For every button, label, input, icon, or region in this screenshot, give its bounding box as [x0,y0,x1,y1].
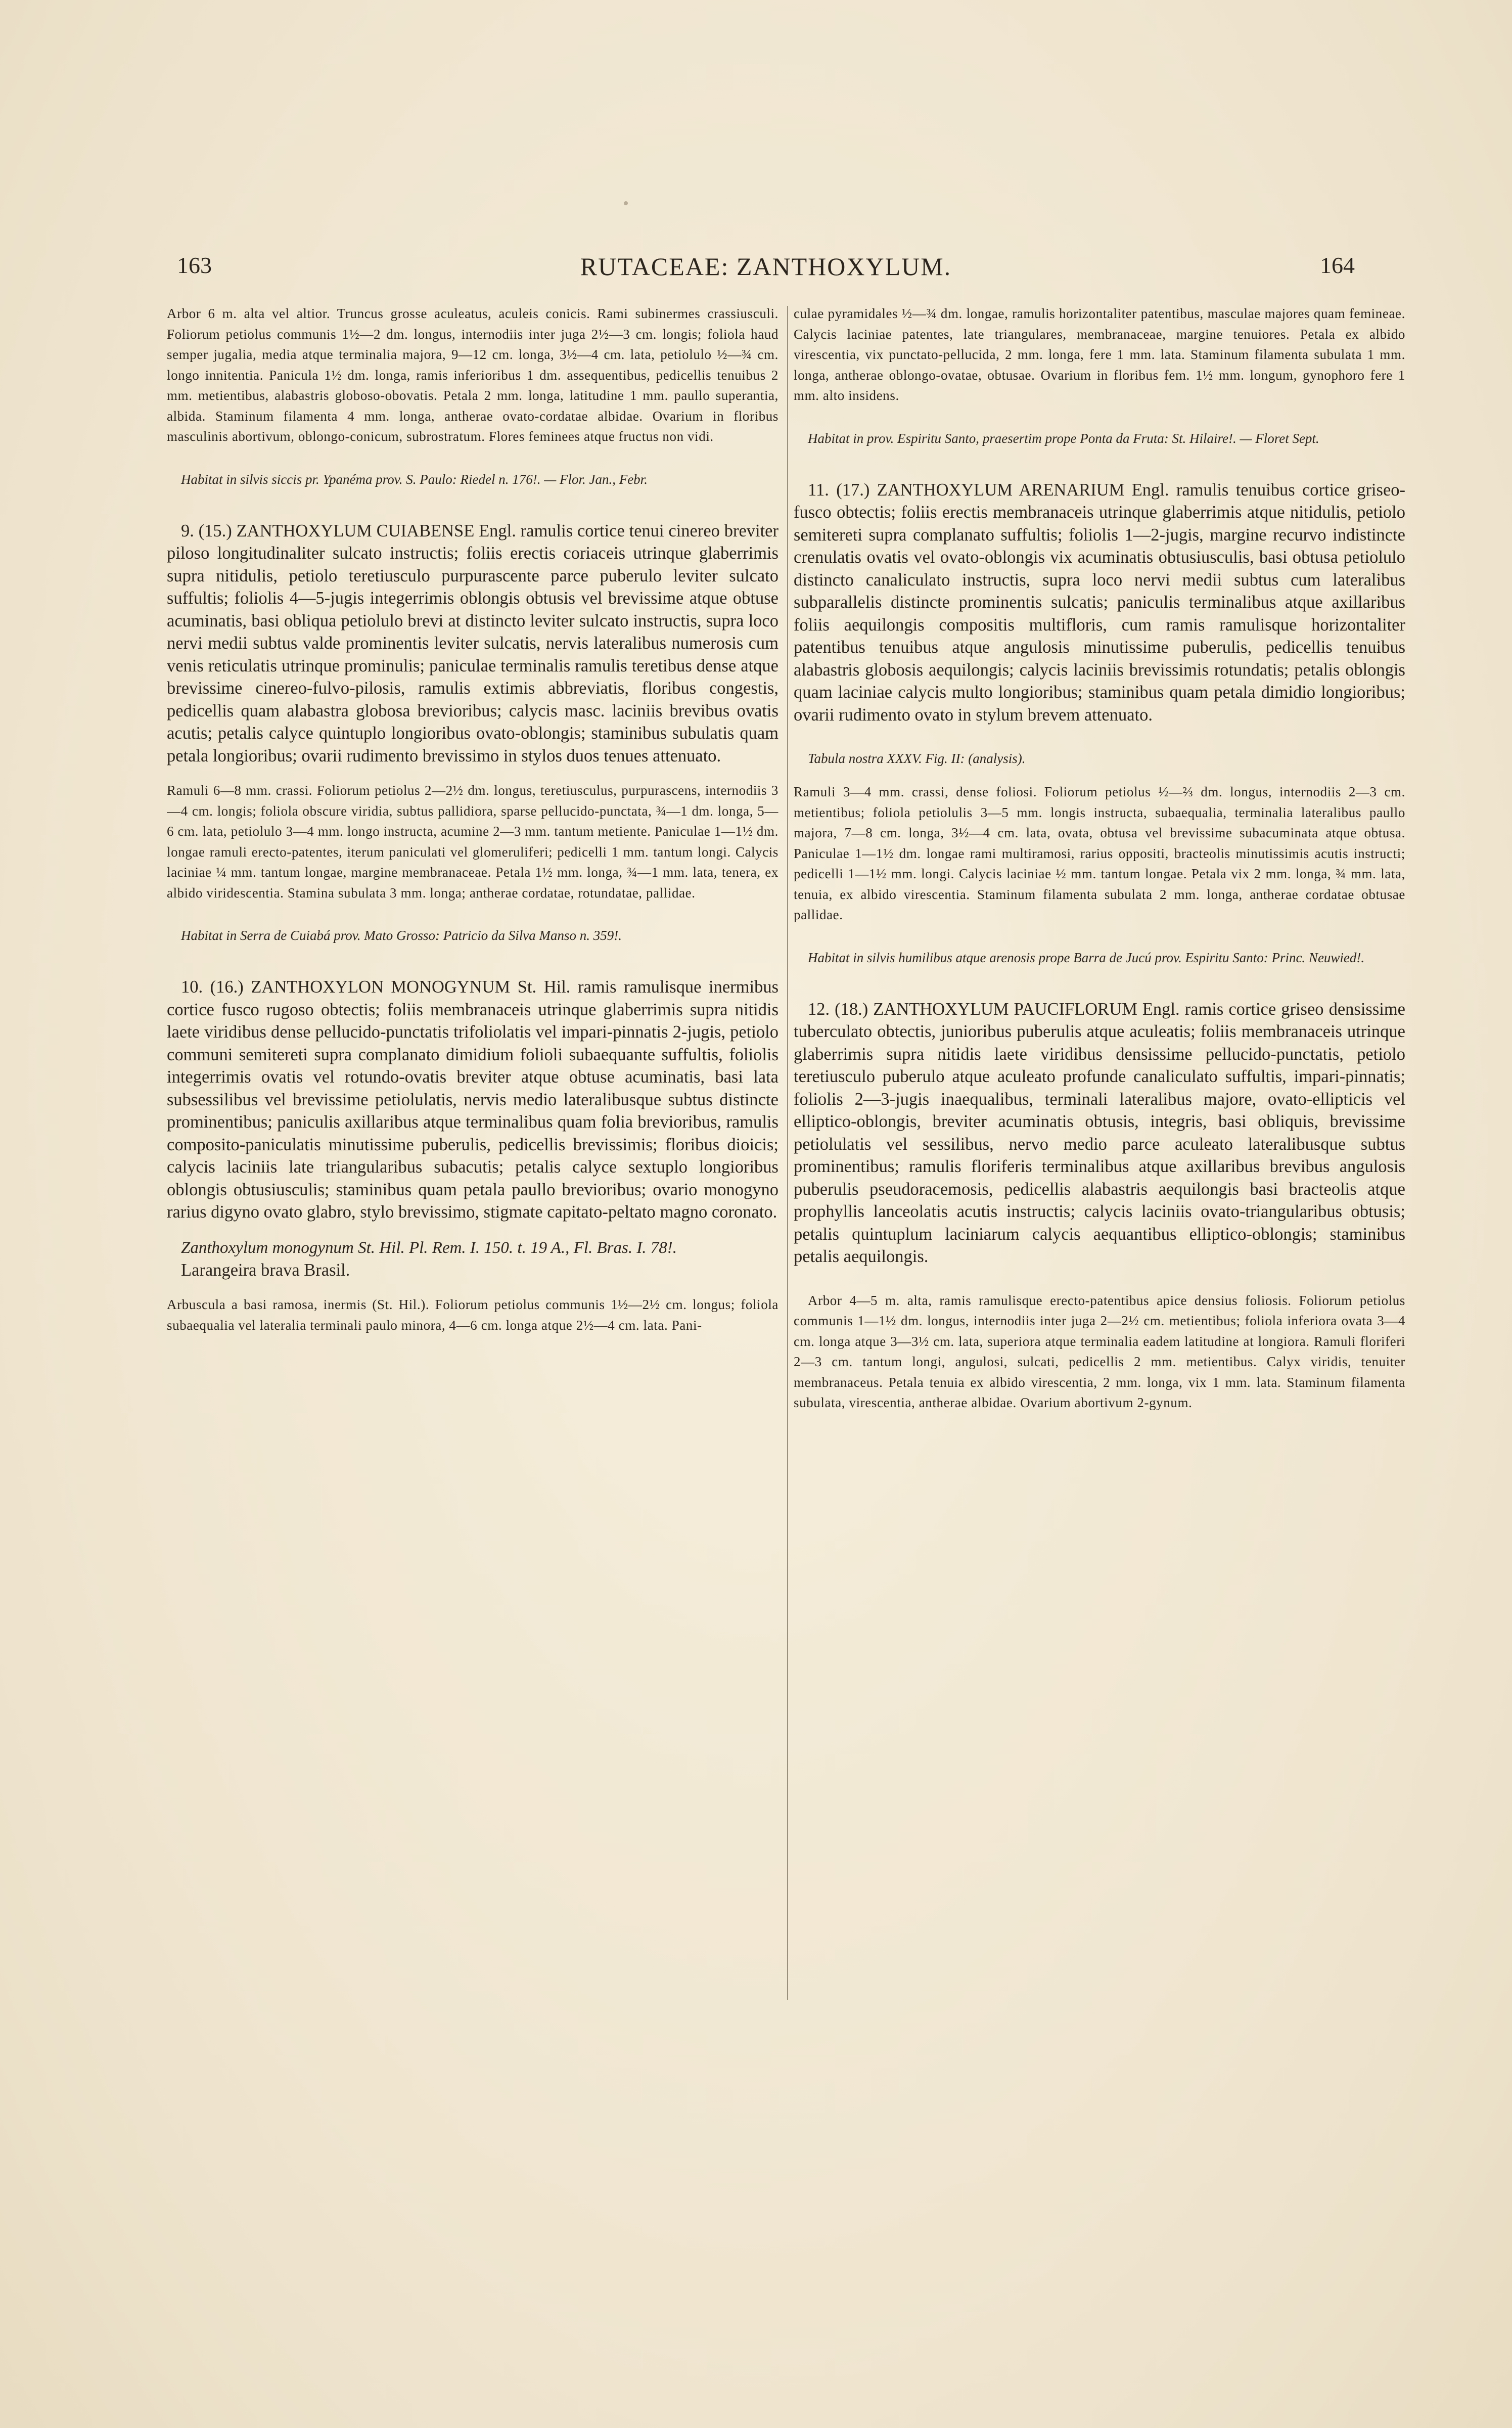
running-title: RUTACEAE: ZANTHOXYLUM. [580,252,952,281]
vernacular-name: Larangeira brava Brasil. [181,1260,350,1280]
species-diagnosis: 11. (17.) ZANTHOXYLUM ARENARIUM Engl. ramulis tenuibus cortice griseo-fusco obtectis; foliis erectis membranaceis utrinque glaberrimis atque nitidulis, petiolo semitereti supra complanato suffultis; foliolis 1—2-jugis, margine recurvo indistincte crenulatis ovatis vel ovato-oblongis vix acuminatis obtusiusculis, basi obtusa petiolulo distincto canaliculato instructis, supra loco nervi medii subtus cum lateralibus subparallelis distincte prominentis sulcatis; paniculis terminalibus atque axillaribus foliis aequilongis compositis multifloris, cum ramis ramulisque horizontaliter patentibus tenuibus atque angulosis minutissime puberulis, pedicellis tenuibus alabastris globosis aequilongis; calycis laciniis brevissimis rotundatis; petalis oblongis quam laciniae calycis multo longioribus; staminibus quam petala dimidio longioribus; ovarii rudimento ovato in stylum brevem attenuato. [794,480,1405,725]
page-number-left: 163 [177,252,212,278]
right-column [794,303,1405,2002]
page-number-right: 164 [1320,252,1355,278]
column-rule [787,306,788,2000]
description-paragraph: Arbor 6 m. alta vel altior. Truncus grosse aculeatus, aculeis conicis. Rami subinermes crassiusculi. Foliorum petiolus communis 1½—2 dm. longus, internodiis inter juga 2½—3 cm. longis; foliola haud semper jugalia, media atque terminalia majora, 9—12 cm. longa, 3½—4 cm. lata, petiolulo ½—¾ cm. longo innitentia. Panicula 1½ dm. longa, ramis inferioribus 1 dm. assequentibus, pedicellis tenuibus 2 mm. metientibus, alabastris globoso-obovatis. Petala 2 mm. longa, latitudine 1 mm. paullo superantia, albida. Staminum filamenta 4 mm. longa, antherae ovato-cordatae albidae. Ovarium in floribus masculinis abortivum, oblongo-conicum, subrostratum. Flores feminees atque fructus non vidi. [167,306,778,444]
habitat-note: Habitat in silvis humilibus atque arenosis prope Barra de Jucú prov. Espiritu Santo: Princ. Neuwied!. [808,950,1365,965]
description-paragraph: culae pyramidales ½—¾ dm. longae, ramulis horizontaliter patentibus, masculae majores quam femineae. Calycis laciniae patentes, late triangulares, membranaceae, margine tenuiores. Petala ex albido virescentia, vix punctato-pellucida, 2 mm. longa, fere 1 mm. lata. Staminum filamenta subulata 1 mm. longa, antherae oblongo-ovatae, obtusae. Ovarium in floribus fem. 1½ mm. longum, gynophoro fere 1 mm. alto insidens. [794,306,1405,403]
description-paragraph: Ramuli 6—8 mm. crassi. Foliorum petiolus 2—2½ dm. longus, teretiusculus, purpurascens, internodiis 3—4 cm. longis; foliola obscure viridia, subtus pallidiora, sparse pellucido-punctata, ¾—1 dm. longa, 5—6 cm. lata, petiolulo 3—4 mm. longo instructa, acumine 2—3 mm. tantum metiente. Paniculae 1—1½ dm. longae ramuli erecto-patentes, iterum paniculati vel glomeruliferi; pedicelli 1 mm. tantum longi. Calycis laciniae ¼ mm. tantum longae, margine membranaceae. Petala 1½ mm. longa, ¾—1 mm. lata, tenera, ex albido viridescentia. Stamina subulata 3 mm. longa; antherae cordatae, rotundatae, pallidae. [167,783,778,901]
description-paragraph: Arbor 4—5 m. alta, ramis ramulisque erecto-patentibus apice densius foliosis. Foliorum petiolus communis 1—1½ dm. longus, internodiis inter juga 2—2½ cm. metientibus; foliola inferiora ovata 3—4 cm. longa atque 3—3½ cm. lata, superiora atque terminalia eadem latitudine at longiora. Ramuli floriferi 2—3 cm. tantum longi, angulosi, sulcati, pedicellis 2 mm. metientibus. Calyx viridis, tenuiter membranaceus. Petala tenuia ex albido virescentia, 2 mm. longa, vix 1 mm. lata. Staminum filamenta subulata, virescentia, antherae albidae. Ovarium abortivum 2-gynum. [794,1292,1405,1410]
paper-speck [624,201,628,205]
habitat-note: Habitat in silvis siccis pr. Ypanéma prov. S. Paulo: Riedel n. 176!. — Flor. Jan., Febr. [181,471,648,487]
habitat-note: Habitat in Serra de Cuiabá prov. Mato Grosso: Patricio da Silva Manso n. 359!. [181,928,622,943]
left-column [167,303,778,2002]
habitat-note: Habitat in prov. Espiritu Santo, praesertim prope Ponta da Fruta: St. Hilaire!. — Floret Sept. [808,430,1319,446]
species-diagnosis: 10. (16.) ZANTHOXYLON MONOGYNUM St. Hil. ramis ramulisque inermibus cortice fusco rugoso obtectis; foliis membranaceis utrinque glaberrimis supra nitidis laete viridibus dense pellucido-punctatis trifoliolatis vel impari-pinnatis 2-jugis, petiolo communi semitereti supra complanato dimidium folioli subaequante suffultis, foliolis integerrimis ovatis vel rotundo-ovatis breviter atque obtuse acuminatis, basi lata subsessilibus vel brevissime petiolulatis, nervis medio lateralibusque subtus distincte prominentibus; paniculis axillaribus atque terminalibus quam folia brevioribus, ramulis composito-paniculatis minutissime puberulis, pedicellis brevissimis; floribus dioicis; calycis laciniis late triangularibus subacutis; petalis calyce sextuplo longioribus oblongis obtusiusculis; staminibus quam petala paullo brevioribus; ovario monogyno rarius digyno ovato glabro, stylo brevissimo, stigmate capitato-peltato magno coronato. [167,977,778,1222]
species-diagnosis: 12. (18.) ZANTHOXYLUM PAUCIFLORUM Engl. ramis cortice griseo densissime tuberculato obtectis, junioribus puberulis atque aculeatis; foliis membranaceis utrinque glaberrimis supra nitidis laete viridibus densissime pellucido-punctatis, petiolo teretiusculo puberulo atque aculeato profunde canaliculato suffultis, impari-pinnatis; foliolis 2—3-jugis inaequalibus, terminali lateralibus majore, ovato-ellipticis vel elliptico-oblongis, breviter acuminatis obtusis, integris, basi obliquis, brevissime petiolulatis vel sessilibus, nervo medio parce aculeato lateralibusque subtus prominentibus; ramulis floriferis terminalibus atque axillaribus brevibus angulosis puberulis pseudoracemosis, pedicellis alabastris aequilongis basi bracteolis atque prophyllis lanceolatis acutis instructis; calycis laciniis ovato-triangularibus obtusis; petalis quintuplum laciniarum calycis aequantibus elliptico-oblongis; staminibus petalis aequilongis. [794,999,1405,1266]
description-paragraph: Arbuscula a basi ramosa, inermis (St. Hil.). Foliorum petiolus communis 1½—2½ cm. longus; foliola subaequalia vel lateralia terminali paulo minora, 4—6 cm. longa atque 2½—4 cm. lata. Pani- [167,1297,778,1333]
description-paragraph: Ramuli 3—4 mm. crassi, dense foliosi. Foliorum petiolus ½—⅔ dm. longus, internodiis 2—3 cm. metientibus; foliola petiolulis 3—5 mm. longis instructa, subaequalia, terminalia lateralibus paullo majora, 7—8 cm. longa, 3½—4 cm. lata, ovata, obtusa vel brevissime subacuminata atque obtusa. Paniculae 1—1½ dm. longae rami multiramosi, rarius oppositi, bracteolis minutissimis acutis instructi; pedicelli 1—1½ mm. longi. Calycis laciniae ½ mm. tantum longae. Petala vix 2 mm. longa, ¾ mm. lata, tenuia, ex albido virescentia. Staminum filamenta subulata 2 mm. longa, antherae cordatae obtusae pallidae. [794,784,1405,922]
plate-reference: Tabula nostra XXXV. Fig. II: (analysis). [808,751,1026,766]
synonym-citation: Zanthoxylum monogynum St. Hil. Pl. Rem. I. 150. t. 19 A., Fl. Bras. I. 78!. [181,1238,677,1257]
running-header [177,252,1355,287]
species-diagnosis: 9. (15.) ZANTHOXYLUM CUIABENSE Engl. ramulis cortice tenui cinereo breviter piloso longitudinaliter sulcato instructis; foliis erectis coriaceis utrinque glaberrimis supra nitidulis, petiolo teretiusculo purpurascente parce puberulo leviter sulcato suffultis; foliolis 4—5-jugis integerrimis oblongis obtusis vel brevissime atque obtuse acuminatis, basi obliqua petiolulo brevi at distincto leviter sulcato instructis, supra loco nervi medii subtus valde prominentis leviter sulcatis, nervis lateralibus numerosis cum venis reticulatis utrinque prominulis; paniculae terminalis ramulis teretibus dense atque brevissime cinereo-fulvo-pilosis, ramulis extimis abbreviatis, floribus congestis, pedicellis quam alabastra globosa brevioribus; calycis masc. laciniis brevibus ovatis acutis; petalis calyce quintuplo longioribus ovato-oblongis; staminibus subulatis quam petala longioribus; ovarii rudimento brevissimo in stylos duos tenues attenuato. [167,521,778,766]
